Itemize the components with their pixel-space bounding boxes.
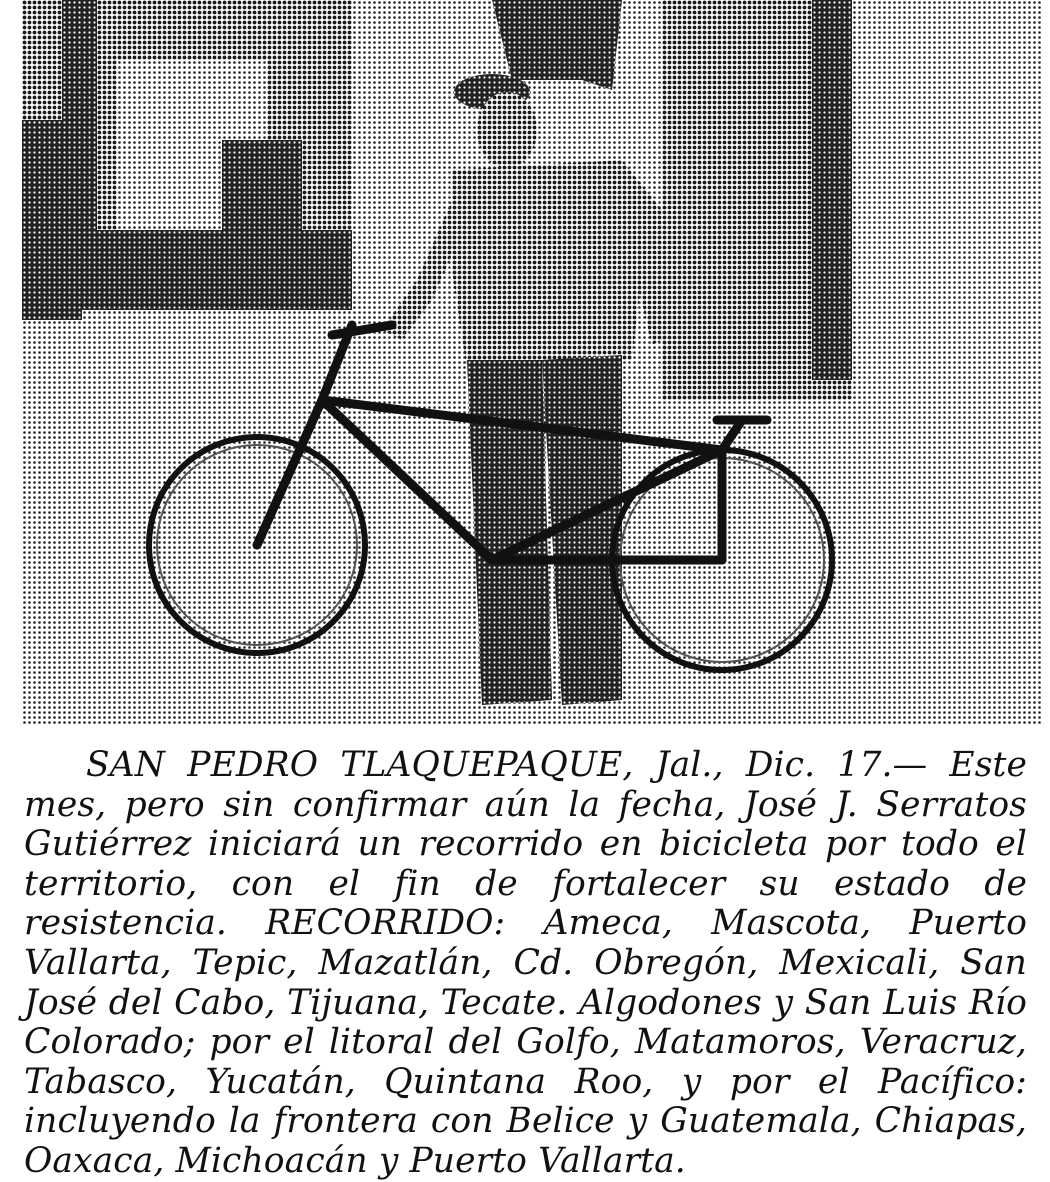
halftone-photo bbox=[22, 0, 1042, 726]
article-caption: SAN PEDRO TLAQUEPAQUE, Jal., Dic. 17.— Este mes, pero sin confirmar aún la fecha, José J. Serratos Gutiérrez iniciará un recorrido en bicicleta por todo el territorio, con el fin de fortalecer su estado de resistencia. RECORRIDO: Ameca, Mascota, Puerto Vallarta, Tepic, Mazatlán, Cd. Obregón, Mexicali, San José del Cabo, Tijuana, Tecate. Algodones y San Luis Río Colorado; por el litoral del Golfo, Matamoros, Veracruz, Tabasco, Yucatán, Quintana Roo, y por el Pacífico: incluyendo la frontera con Belice y Guatemala, Chiapas, Oaxaca, Michoacán y Puerto Vallarta. bbox=[24, 745, 1027, 1181]
photo-cyclist-with-bicycle bbox=[22, 0, 1042, 726]
